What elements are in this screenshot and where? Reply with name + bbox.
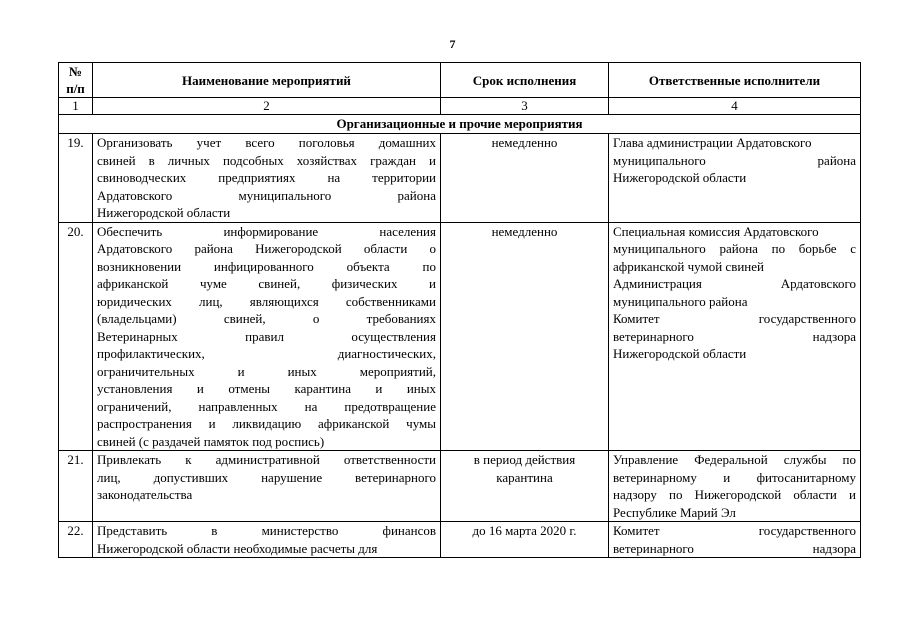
row-number: 22. <box>59 522 93 558</box>
measure-line: ограничительных и иных мероприятий, <box>97 363 436 379</box>
measure-line: Ветеринарных правил осуществления <box>97 328 436 344</box>
responsible-line: ветеринарного надзора <box>613 540 856 556</box>
section-title: Организационные и прочие мероприятия <box>59 115 861 134</box>
responsible-line: ветеринарному и фитосанитарному <box>613 469 856 485</box>
measure-line: установления и отмены карантина и иных <box>97 381 436 396</box>
responsible-cell <box>609 222 861 451</box>
row-number: 19. <box>59 134 93 223</box>
responsible-line: ветеринарного надзора <box>613 328 856 344</box>
row-number: 21. <box>59 451 93 522</box>
measure-line: свиней в личных подсобных хозяйствах граждан и <box>97 152 436 168</box>
table-row <box>59 522 861 558</box>
term-cell: немедленно <box>441 222 609 451</box>
measure-line: африканской чуме свиней, физических и <box>97 276 436 291</box>
header-row <box>59 63 861 98</box>
table-row <box>59 134 861 223</box>
section-row <box>59 115 861 134</box>
term-line: карантина <box>496 469 553 485</box>
page-number: 7 <box>449 37 456 51</box>
measures-table <box>58 62 861 558</box>
responsible-line: муниципального района <box>613 152 856 168</box>
measure-line: свиней (с раздачей памяток под роспись) <box>97 433 325 449</box>
header-term: Срок исполнения <box>441 63 609 98</box>
responsible-line: Администрация Ардатовского <box>613 276 856 291</box>
header-name: Наименование мероприятий <box>93 63 441 98</box>
measure-name <box>93 522 441 558</box>
term-cell: немедленно <box>441 134 609 223</box>
measure-line: (владельцами) свиней, о требованиях <box>97 311 436 326</box>
responsible-cell <box>609 134 861 223</box>
term-cell <box>441 451 609 522</box>
responsible-line: Комитет государственного <box>613 311 856 326</box>
measure-line: Привлекать к административной ответственности <box>97 452 436 467</box>
measure-line: ограничений, направленных на предотвращение <box>97 398 436 414</box>
table-row <box>59 451 861 522</box>
measure-line: профилактических, диагностических, <box>97 346 436 361</box>
term-cell: до 16 марта 2020 г. <box>441 522 609 558</box>
responsible-line: Специальная комиссия Ардатовского <box>613 223 819 239</box>
term-line: в период действия <box>473 452 576 467</box>
responsible-line: Глава администрации Ардатовского <box>613 135 812 150</box>
header-responsible: Ответственные исполнители <box>609 63 861 98</box>
measure-line: законодательства <box>97 487 193 502</box>
table-row <box>59 222 861 451</box>
responsible-line: Нижегородской области <box>613 170 747 185</box>
index-row <box>59 98 861 115</box>
measure-name <box>93 451 441 522</box>
measure-line: юридических лиц, являющихся собственниками <box>97 293 436 309</box>
measure-line: Представить в министерство финансов <box>97 523 436 538</box>
responsible-line: надзору по Нижегородской области и <box>613 487 856 502</box>
measure-line: Ардатовского района Нижегородской области о <box>97 241 436 256</box>
measure-line: Ардатовского муниципального района <box>97 187 436 203</box>
measure-name <box>93 222 441 451</box>
responsible-line: Республике Марий Эл <box>613 504 736 520</box>
responsible-line: африканской чумой свиней <box>613 258 764 274</box>
measure-line: Обеспечить информирование населения <box>97 223 436 239</box>
responsible-line: муниципального района по борьбе с <box>613 241 856 256</box>
header-num: № п/п <box>59 63 93 98</box>
responsible-line: муниципального района <box>613 293 748 309</box>
measure-line: Нижегородской области необходимые расчеты для <box>97 540 378 556</box>
index-cell-3: 3 <box>441 98 609 115</box>
index-cell-4: 4 <box>609 98 861 115</box>
responsible-line: Нижегородской области <box>613 346 747 361</box>
measure-name <box>93 134 441 223</box>
measure-line: Нижегородской области <box>97 205 231 220</box>
measure-line: Организовать учет всего поголовья домашних <box>97 135 436 150</box>
index-cell-1: 1 <box>59 98 93 115</box>
measure-line: распространения и ликвидацию африканской чумы <box>97 416 436 431</box>
row-number: 20. <box>59 222 93 451</box>
responsible-line: Управление Федеральной службы по <box>613 452 856 467</box>
responsible-cell <box>609 451 861 522</box>
measure-line: возникновении инфицированного объекта по <box>97 258 436 274</box>
index-cell-2: 2 <box>93 98 441 115</box>
responsible-cell <box>609 522 861 558</box>
responsible-line: Комитет государственного <box>613 523 856 538</box>
measure-line: лиц, допустивших нарушение ветеринарного <box>97 469 436 485</box>
measure-line: свиноводческих предприятиях на территории <box>97 170 436 185</box>
